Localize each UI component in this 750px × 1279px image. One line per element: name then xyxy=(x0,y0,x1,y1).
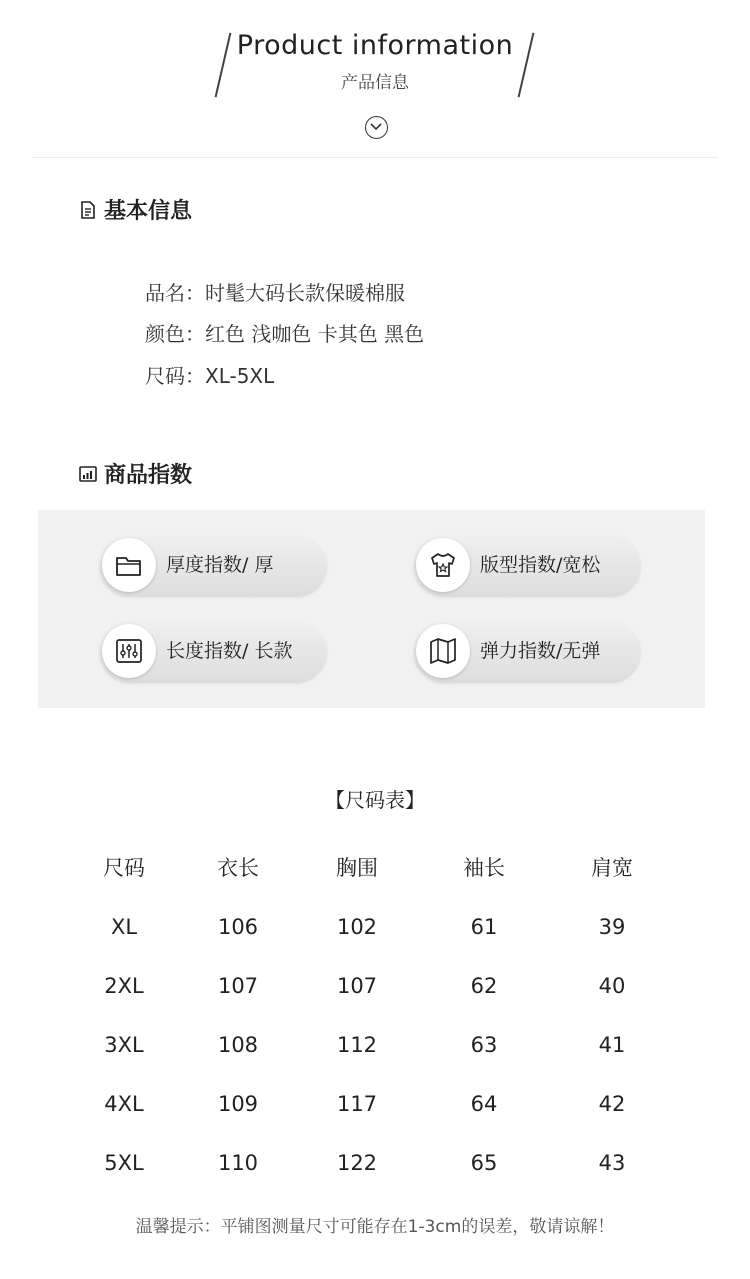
table-cell: 43 xyxy=(598,1151,626,1175)
basic-info-heading-text: 基本信息 xyxy=(104,199,193,224)
size-table-header-cell: 胸围 xyxy=(336,856,378,880)
tshirt-icon xyxy=(416,538,470,592)
table-row xyxy=(0,1025,750,1065)
thickness-index-pill xyxy=(100,535,326,595)
folder-icon xyxy=(102,538,156,592)
table-cell: 107 xyxy=(336,974,378,998)
header-divider xyxy=(32,157,718,158)
table-row xyxy=(0,1084,750,1124)
product-index-heading-text: 商品指数 xyxy=(104,463,193,488)
chevron-down-icon[interactable] xyxy=(365,116,388,139)
measurement-note: 温馨提示：平铺图测量尺寸可能存在1-3cm的误差，敬请谅解！ xyxy=(135,1217,615,1237)
table-cell: 4XL xyxy=(104,1092,144,1116)
table-cell: 65 xyxy=(470,1151,498,1175)
table-cell: 5XL xyxy=(104,1151,144,1175)
table-cell: 106 xyxy=(217,915,259,939)
size-table-header-cell: 衣长 xyxy=(217,856,259,880)
table-cell: 40 xyxy=(598,974,626,998)
fit-index-pill xyxy=(414,535,640,595)
table-cell: 2XL xyxy=(104,974,144,998)
table-cell: 63 xyxy=(470,1033,498,1057)
product-info-header xyxy=(0,0,750,160)
info-row-color: 颜色：红色 浅咖色 卡其色 黑色 xyxy=(145,322,425,346)
header-subtitle: 产品信息 xyxy=(341,73,409,93)
table-cell: 39 xyxy=(598,915,626,939)
table-cell: 110 xyxy=(217,1151,259,1175)
product-index-heading xyxy=(78,458,192,489)
table-cell: 122 xyxy=(336,1151,378,1175)
size-table-header-cell: 肩宽 xyxy=(591,856,633,880)
map-icon xyxy=(416,624,470,678)
table-cell: 112 xyxy=(336,1033,378,1057)
table-row xyxy=(0,907,750,947)
length-index-label: 长度指数/ 长款 xyxy=(166,640,293,662)
table-cell: XL xyxy=(110,915,138,939)
table-cell: 42 xyxy=(598,1092,626,1116)
basic-info-heading xyxy=(78,194,192,225)
size-table-header-cell: 袖长 xyxy=(463,856,505,880)
table-cell: 41 xyxy=(598,1033,626,1057)
thickness-index-label: 厚度指数/ 厚 xyxy=(166,554,274,576)
product-index-panel xyxy=(38,510,705,708)
table-cell: 3XL xyxy=(104,1033,144,1057)
table-cell: 61 xyxy=(470,915,498,939)
table-cell: 64 xyxy=(470,1092,498,1116)
table-row xyxy=(0,966,750,1006)
table-cell: 109 xyxy=(217,1092,259,1116)
header-title: Product information xyxy=(236,30,514,61)
table-cell: 107 xyxy=(217,974,259,998)
elasticity-index-pill xyxy=(414,621,640,681)
sliders-icon xyxy=(102,624,156,678)
elasticity-index-label: 弹力指数/无弹 xyxy=(480,640,601,662)
info-row-name: 品名：时髦大码长款保暖棉服 xyxy=(145,281,405,305)
size-table-header-row xyxy=(0,848,750,888)
size-table-title: 【尺码表】 xyxy=(325,788,425,812)
bar-chart-icon xyxy=(78,464,98,484)
fit-index-label: 版型指数/宽松 xyxy=(480,554,601,576)
table-cell: 117 xyxy=(336,1092,378,1116)
document-icon xyxy=(78,200,98,220)
table-cell: 102 xyxy=(336,915,378,939)
info-row-size: 尺码：XL-5XL xyxy=(145,364,275,388)
length-index-pill xyxy=(100,621,326,681)
table-cell: 108 xyxy=(217,1033,259,1057)
size-table-header-cell: 尺码 xyxy=(103,856,145,880)
table-cell: 62 xyxy=(470,974,498,998)
table-row xyxy=(0,1143,750,1183)
